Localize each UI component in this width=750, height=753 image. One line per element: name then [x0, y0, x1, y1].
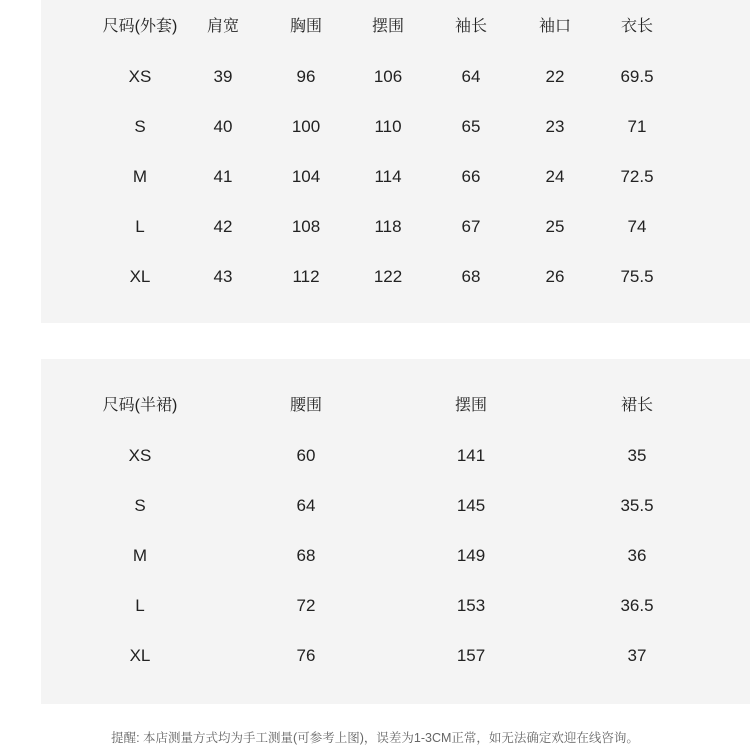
jacket-table-cell: 39	[213, 67, 233, 86]
jacket-size-table	[41, 0, 750, 323]
jacket-header-col-2: 胸围	[289, 18, 322, 35]
jacket-table-cell: 112	[292, 267, 320, 286]
jacket-table-cell: 75.5	[620, 267, 654, 286]
skirt-table-cell: 145	[456, 496, 486, 515]
skirt-table-cell: 76	[296, 646, 316, 665]
jacket-table-cell: 40	[213, 117, 233, 136]
jacket-table-cell: 25	[545, 217, 565, 236]
jacket-table-cell: 114	[374, 167, 402, 186]
jacket-table-cell: 71	[627, 117, 647, 136]
jacket-size-label: M	[132, 167, 148, 186]
skirt-header-col-3: 裙长	[620, 397, 653, 414]
jacket-table-cell: 100	[291, 117, 321, 136]
jacket-table-cell: 118	[374, 217, 402, 236]
jacket-table-cell: 72.5	[620, 167, 654, 186]
skirt-table-cell: 157	[456, 646, 486, 665]
skirt-size-table	[41, 359, 750, 704]
skirt-table-cell: 36.5	[620, 596, 654, 615]
skirt-table-cell: 37	[627, 646, 647, 665]
jacket-header-col-1: 肩宽	[206, 18, 239, 35]
skirt-size-label: XS	[128, 446, 152, 465]
skirt-table-cell: 64	[296, 496, 316, 515]
jacket-header-col-0: 尺码(外套)	[102, 18, 178, 35]
skirt-size-label: S	[134, 496, 146, 515]
skirt-size-label: XL	[129, 646, 151, 665]
measurement-note: 提醒: 本店测量方式均为手工测量(可参考上图)，误差为1-3CM正常，如无法确定欢迎在线咨询。	[111, 731, 639, 745]
jacket-table-cell: 106	[373, 67, 403, 86]
skirt-table-cell: 36	[627, 546, 647, 565]
skirt-header-col-0: 尺码(半裙)	[102, 397, 178, 414]
jacket-table-cell: 64	[461, 67, 481, 86]
skirt-table-cell: 153	[456, 596, 486, 615]
jacket-table-cell: 110	[374, 117, 402, 136]
skirt-size-label: L	[135, 596, 145, 615]
skirt-table-cell: 60	[296, 446, 316, 465]
jacket-table-cell: 66	[461, 167, 481, 186]
jacket-table-cell: 23	[545, 117, 565, 136]
jacket-table-cell: 122	[373, 267, 403, 286]
jacket-table-cell: 69.5	[620, 67, 654, 86]
jacket-header-col-4: 袖长	[454, 18, 487, 35]
jacket-table-cell: 41	[213, 167, 233, 186]
jacket-table-cell: 74	[627, 217, 647, 236]
jacket-table-cell: 68	[461, 267, 481, 286]
jacket-size-label: S	[134, 117, 146, 136]
skirt-table-cell: 68	[296, 546, 316, 565]
jacket-header-col-3: 摆围	[371, 18, 404, 35]
skirt-table-cell: 72	[296, 596, 316, 615]
jacket-table-cell: 104	[291, 167, 321, 186]
skirt-size-label: M	[132, 546, 148, 565]
jacket-table-cell: 67	[461, 217, 481, 236]
jacket-header-col-6: 衣长	[620, 18, 653, 35]
jacket-size-label: XS	[128, 67, 152, 86]
jacket-table-cell: 108	[291, 217, 321, 236]
jacket-table-cell: 26	[545, 267, 565, 286]
jacket-table-cell: 43	[213, 267, 233, 286]
skirt-header-col-2: 摆围	[454, 397, 487, 414]
skirt-table-cell: 141	[456, 446, 486, 465]
jacket-header-col-5: 袖口	[538, 18, 571, 35]
jacket-size-label: XL	[129, 267, 151, 286]
skirt-table-cell: 149	[456, 546, 486, 565]
jacket-table-cell: 24	[545, 167, 565, 186]
jacket-table-cell: 65	[461, 117, 481, 136]
skirt-header-col-1: 腰围	[289, 397, 322, 414]
skirt-table-cell: 35	[627, 446, 647, 465]
jacket-table-cell: 22	[545, 67, 565, 86]
jacket-size-label: L	[135, 217, 145, 236]
skirt-table-cell: 35.5	[620, 496, 654, 515]
jacket-table-cell: 42	[213, 217, 233, 236]
jacket-table-cell: 96	[296, 67, 316, 86]
